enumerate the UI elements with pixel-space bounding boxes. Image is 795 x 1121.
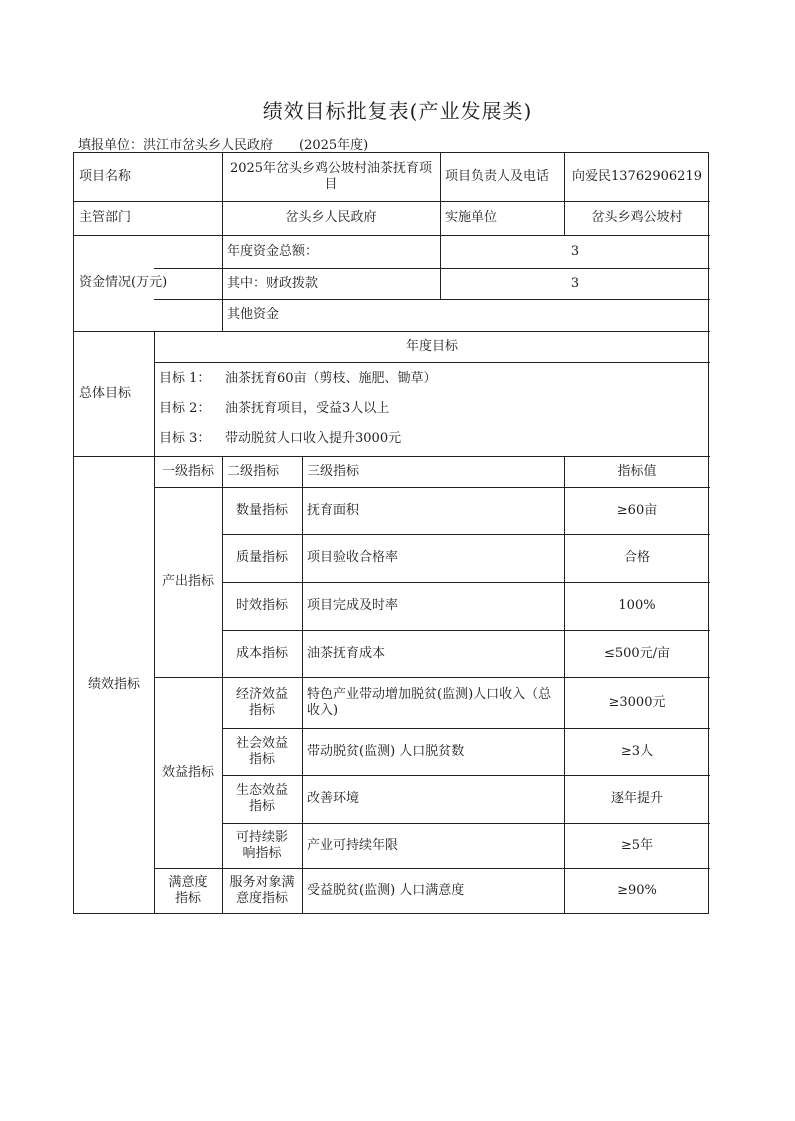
- col-header-level1: 一级指标: [161, 463, 214, 479]
- level2-indicator: 服务对象满意度指标: [229, 874, 295, 906]
- goal-item: [154, 365, 710, 393]
- level3-indicator: 抚育面积: [307, 502, 360, 518]
- level2-indicator: 社会效益指标: [235, 735, 288, 767]
- goal-label: 目标 2：: [159, 401, 211, 416]
- level3-indicator: 带动脱贫(监测) 人口脱贫数: [307, 743, 465, 759]
- approval-form-table: [73, 152, 709, 914]
- level3-indicator: 改善环境: [307, 791, 360, 806]
- funds-fiscal-label: 其中：财政拨款: [227, 275, 319, 291]
- indicator-value: ≥60亩: [616, 502, 658, 518]
- annual-goal-header: 年度目标: [405, 338, 458, 354]
- goal-label: 目标 1：: [159, 371, 211, 386]
- filler-line: [78, 134, 368, 153]
- funds-other-value: [440, 299, 710, 331]
- dept-value: 岔头乡人民政府: [285, 210, 377, 225]
- level3-indicator: 产业可持续年限: [307, 837, 399, 853]
- level2-indicator: 可持续影响指标: [235, 829, 288, 861]
- project-leader: 向爱民13762906219: [572, 169, 702, 184]
- col-header-value: 指标值: [617, 463, 657, 479]
- indicator-value: ≥5年: [620, 837, 654, 853]
- indicator-value: 逐年提升: [610, 791, 663, 806]
- funds-total-value: 3: [570, 243, 580, 259]
- level2-indicator: 生态效益指标: [235, 783, 288, 814]
- col-header-level3: 三级指标: [307, 463, 360, 479]
- level3-indicator: 油茶抚育成本: [307, 645, 386, 661]
- indicator-value: 合格: [623, 550, 650, 565]
- indicator-value: 100%: [618, 598, 656, 613]
- col-header-level2: 二级指标: [227, 463, 280, 479]
- project-name: 2025年岔头乡鸡公坡村油茶抚育项目: [229, 161, 433, 192]
- project-name-label: 项目名称: [79, 169, 132, 184]
- goal-text: 油茶抚育60亩（剪枝、施肥、锄草）: [225, 371, 437, 386]
- level2-indicator: 成本指标: [235, 645, 288, 661]
- goal-item: [154, 395, 710, 423]
- level2-indicator: 时效指标: [235, 598, 288, 613]
- level3-indicator: 特色产业带动增加脱贫(监测)人口收入（总收入): [307, 686, 552, 718]
- group-satisfaction-indicators: 满意度指标: [168, 874, 208, 906]
- indicator-value: ≥3人: [620, 743, 654, 759]
- fiscal-year: (2025年度): [299, 138, 369, 153]
- funds-other-label: 其他资金: [227, 307, 280, 322]
- project-leader-label: 项目负责人及电话: [445, 169, 550, 184]
- level3-indicator: 项目验收合格率: [307, 550, 399, 565]
- goal-label: 目标 3：: [159, 431, 211, 446]
- level3-indicator: 项目完成及时率: [307, 598, 399, 613]
- indicator-value: ≥3000元: [608, 694, 666, 710]
- group-output-indicators: 产出指标: [161, 574, 214, 589]
- filling-unit: 填报单位：洪江市岔头乡人民政府: [78, 138, 274, 153]
- indicator-value: ≤500元/亩: [603, 645, 671, 661]
- funds-total-label: 年度资金总额：: [227, 243, 319, 259]
- goal-text: 油茶抚育项目，受益3人以上: [225, 401, 390, 416]
- document-title: 绩效目标批复表(产业发展类): [262, 99, 533, 123]
- level2-indicator: 经济效益指标: [235, 686, 288, 718]
- dept-label: 主管部门: [79, 210, 132, 225]
- group-benefit-indicators: 效益指标: [161, 764, 214, 780]
- indicator-value: ≥90%: [617, 882, 657, 898]
- funds-fiscal-value: 3: [570, 275, 580, 291]
- level2-indicator: 质量指标: [235, 550, 288, 565]
- goal-item: [154, 425, 710, 453]
- performance-indicator-label: 绩效指标: [87, 676, 140, 692]
- impl-value: 岔头乡鸡公坡村: [591, 210, 683, 225]
- impl-label: 实施单位: [445, 210, 498, 225]
- goal-text: 带动脱贫人口收入提升3000元: [225, 431, 402, 446]
- level3-indicator: 受益脱贫(监测) 人口满意度: [307, 882, 465, 898]
- funds-label: 资金情况(万元): [79, 275, 168, 290]
- overall-goal-label: 总体目标: [79, 385, 132, 401]
- level2-indicator: 数量指标: [235, 502, 288, 518]
